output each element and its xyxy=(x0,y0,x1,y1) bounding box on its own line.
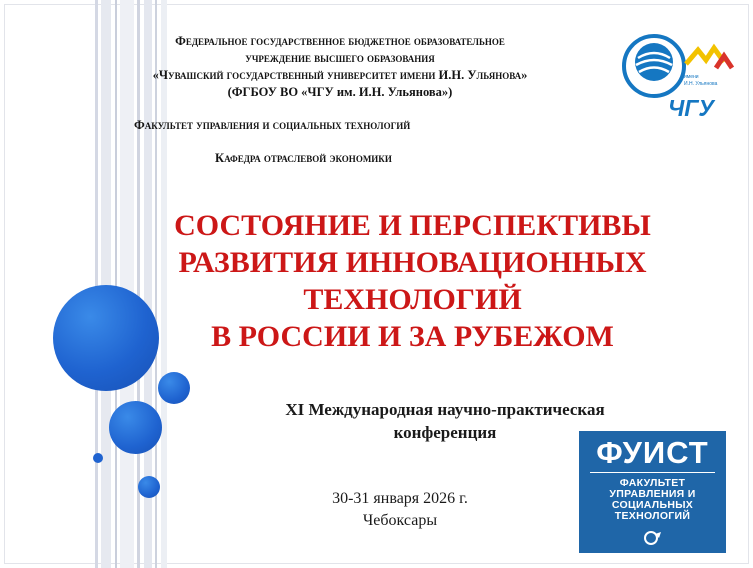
fuist-sub-line: ФАКУЛЬТЕТ xyxy=(619,477,686,489)
fuist-logo-title: ФУИСТ xyxy=(596,435,709,470)
department-name: Кафедра отраслевой экономики xyxy=(215,151,392,165)
conference-title xyxy=(150,207,675,355)
decorative-circle-large xyxy=(53,285,159,391)
event-info xyxy=(300,488,500,532)
event-city: Чебоксары xyxy=(362,512,438,529)
title-line: В РОССИИ И ЗА РУБЕЖОМ xyxy=(211,320,614,353)
conference-line: конференция xyxy=(393,423,497,442)
decorative-circle-small xyxy=(138,476,160,498)
chgu-caption: имени xyxy=(684,74,699,80)
fuist-divider xyxy=(590,472,715,473)
header-line: Федеральное государственное бюджетное образовательное xyxy=(175,34,505,48)
decorative-circle-medium xyxy=(109,401,162,454)
title-line: ТЕХНОЛОГИЙ xyxy=(303,283,522,316)
chgu-logo-text: ЧГУ xyxy=(668,95,714,121)
title-line: РАЗВИТИЯ ИННОВАЦИОННЫХ xyxy=(178,246,647,279)
header-line: (ФГБОУ ВО «ЧГУ им. И.Н. Ульянова») xyxy=(227,85,453,99)
faculty-name: Факультет управления и социальных технологий xyxy=(134,118,411,132)
fuist-mark-icon xyxy=(643,530,663,546)
chgu-logo xyxy=(618,32,738,122)
fuist-logo xyxy=(579,431,726,553)
chgu-caption: И.Н. Ульянова xyxy=(684,81,718,87)
fuist-sub-line: СОЦИАЛЬНЫХ xyxy=(611,499,694,511)
fuist-sub-line: ТЕХНОЛОГИЙ xyxy=(614,510,691,522)
fuist-logo-subtitle xyxy=(579,478,726,522)
event-date: 30-31 января 2026 г. xyxy=(332,490,468,507)
header-line: учреждение высшего образования xyxy=(245,51,435,65)
conference-line: XI Международная научно-практическая xyxy=(285,400,605,419)
title-line: СОСТОЯНИЕ И ПЕРСПЕКТИВЫ xyxy=(174,209,651,242)
chgu-logo-icon xyxy=(618,32,738,122)
university-header xyxy=(60,33,620,101)
decorative-circle-medium xyxy=(158,372,190,404)
header-line: «Чувашский государственный университет имени И.Н. Ульянова» xyxy=(152,68,528,82)
decorative-circle-small xyxy=(93,453,103,463)
fuist-sub-line: УПРАВЛЕНИЯ И xyxy=(609,488,696,500)
